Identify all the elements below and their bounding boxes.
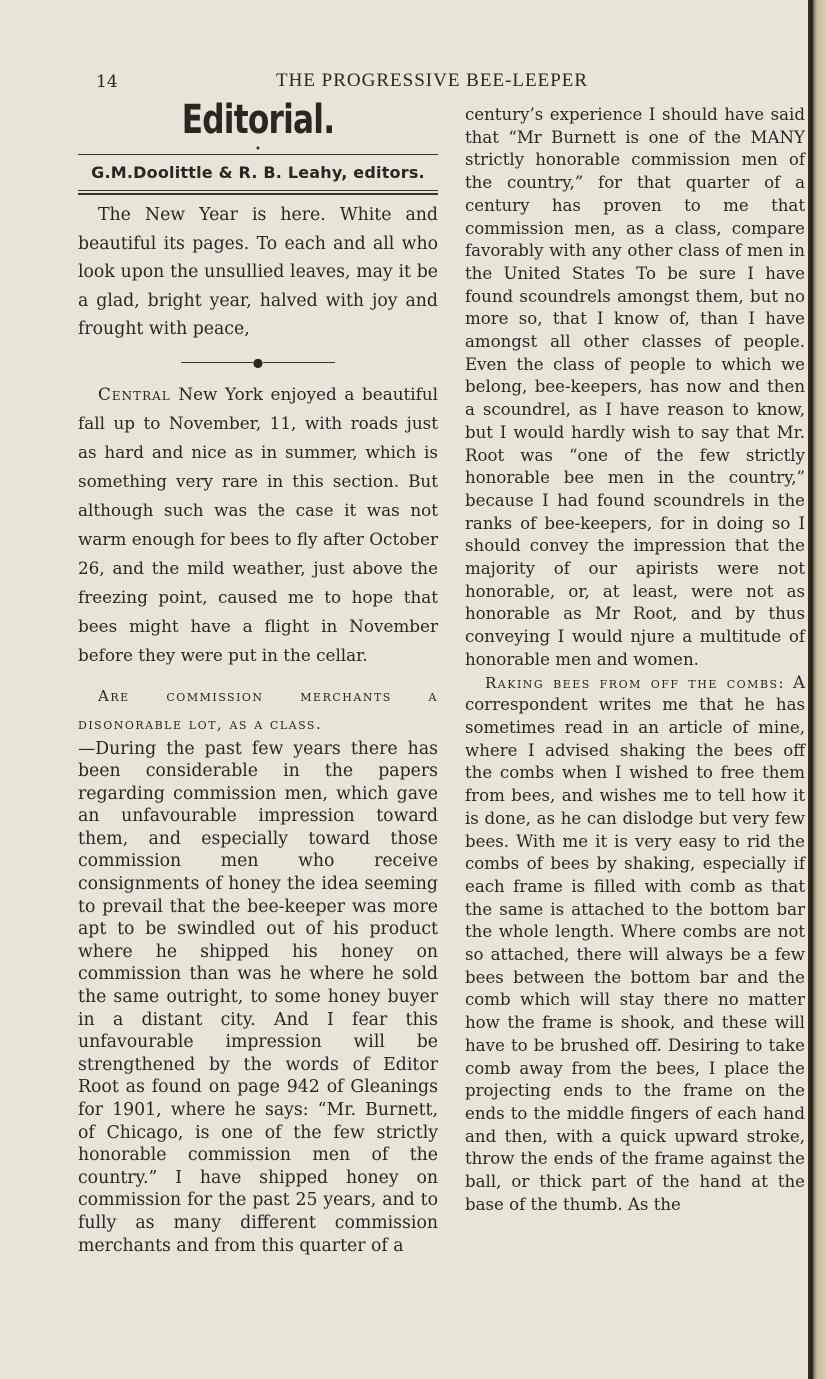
ornament-dot: • xyxy=(255,144,261,155)
new-year-paragraph: The New Year is here. White and beautiful its pages. To each and all who look upon the unsullied leaves, may it be a glad, bright year, halved with joy and frought with peace, xyxy=(78,205,438,339)
central-lead: Central xyxy=(98,383,171,404)
right-column xyxy=(465,104,805,1216)
commission-paragraph xyxy=(78,682,438,1258)
central-new-york-paragraph xyxy=(78,380,438,670)
rule-bottom xyxy=(78,190,438,191)
rule-bottom-double xyxy=(78,193,438,195)
central-body: New York enjoyed a beautiful fall up to November, 11, with roads just as hard and nice as in summer, which is something very rare in this section. But although such was the case it was not warm enough for bees to fly after October 26, and the mild weather, just above the freezing point, caused me to hope that bees might have a flight in November before they were put in the cellar. xyxy=(78,383,438,665)
raking-bees-paragraph xyxy=(465,672,805,1217)
left-column xyxy=(78,98,438,1257)
raking-headline: Raking bees from off the combs: xyxy=(485,673,786,692)
page-binding-edge xyxy=(808,0,826,1379)
section-divider xyxy=(78,352,438,369)
page-number: 14 xyxy=(96,72,118,92)
page-header xyxy=(96,68,676,98)
commission-body: —During the past few years there has been considerable in the papers regarding commission men, which gave an unfavourable impression toward them, and especially toward those commission men who receive consignments of honey the idea seeming to prevail that the bee-keeper was more apt to be swindled out of his product where he shipped his honey on commission than was he where he sold the same outright, to some honey buyer in a distant city. And I fear this unfavourable impression will be strengthened by the words of Editor Root as found on page 942 of Gleanings for 1901, where he says: “Mr. Burnett, of Chicago, is one of the few strictly honorable commission men of the country.” I have shipped honey on commission for the past 25 years, and to fully as many different commission merchants and from this quarter of a xyxy=(78,738,438,1256)
commission-headline: Are commission merchants a disonorable lot, as a class. xyxy=(78,686,438,733)
section-title: Editorial. xyxy=(181,97,335,143)
editors-line: G.M.Doolittle & R. B. Leahy, editors. xyxy=(91,163,425,182)
raking-body: A correspondent writes me that he has sometimes read in an article of mine, where I advised shaking the bees off the combs when I wished to free them from bees, and wishes me to tell how it is done, as he can dislodge but very few bees. With me it is very easy to rid the combs of bees by shaking, especially if each frame is filled with comb as that the same is attached to the bottom bar the whole length. Where combs are not so attached, there will always be a few bees between the bottom bar and the comb which will stay there no matter how the frame is shook, and these will have to be brushed off. Desiring to take comb away from the bees, I place the projecting ends to the frame on the ends to the middle fingers of each hand and then, with a quick upward stroke, throw the ends of the frame against the ball, or thick part of the hand at the base of the thumb. As the xyxy=(465,672,805,1214)
commission-continued-paragraph: century’s experience I should have said that “Mr Burnett is one of the MANY strictly honorable commission men of the country,” for that quarter of a century has proven to me that commission men, as a class, compare favorably with any other class of men in the United States To be sure I have found scoundrels amongst them, but no more so, that I know of, than I have amongst all other classes of people. Even the class of people to which we belong, bee-keepers, has now and then a scoundrel, as I have reason to know, but I would hardly wish to say that Mr. Root was “one of the few strictly honorable bee men in the country,” because I had found scoundrels in the ranks of bee-keepers, for in doing so I should convey the impression that the majority of our apirists were not honorable, or, at least, were not as honorable as Mr Root, and by thus conveying I would njure a multitude of honorable men and women. xyxy=(465,105,805,669)
running-title: THE PROGRESSIVE BEE-LEEPER xyxy=(276,70,589,91)
divider-bullet-icon: ● xyxy=(252,355,264,369)
